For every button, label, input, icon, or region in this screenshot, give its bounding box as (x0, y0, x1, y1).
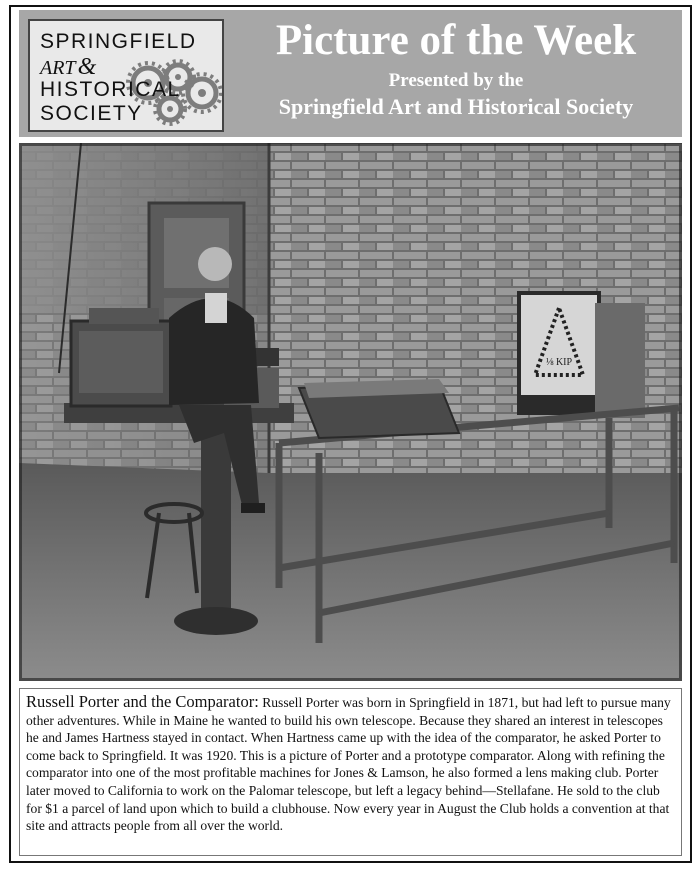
subtitle-line-2: Springfield Art and Historical Society (278, 94, 634, 119)
caption-body: Russell Porter was born in Springfield in 1871, but had left to pursue many other adventures. While in Maine he wanted to build his own telescope. Because they shared an interest in telescopes he and James Hartness stayed in contact. When Hartness came up with the idea of the comparator, he asked Porter to come back to Springfield. It was 1920. This is a picture of Porter and a prototype comparator. Along with refining the comparator into one of the most profitable machines for Jones & Lamson, he also formed a lens making club. Porter later moved to California to work on the Palomar telescope, but left a legacy behind—Stellafane. He sold to the club for $1 a parcel of land upon which to build a clubhouse. Now every year in August the Club holds a convention at that site and attracts people from all over the world. (26, 695, 671, 834)
logo-line-historical: HISTORICAL (40, 78, 181, 101)
subtitle-line-1: Presented by the (388, 70, 524, 91)
header-banner (19, 10, 682, 137)
photo-illustration (19, 143, 682, 681)
logo-art-word: ART (40, 57, 76, 79)
page-title: Picture of the Week (275, 17, 637, 64)
society-logo (28, 19, 224, 132)
sign-text: ⅛ KIP (545, 357, 573, 368)
caption-title: Russell Porter and the Comparator: (26, 692, 259, 711)
logo-line-society: SOCIETY (40, 102, 143, 125)
logo-line-art (40, 54, 96, 81)
logo-line-springfield: SPRINGFIELD (40, 30, 197, 53)
historic-photo (19, 143, 682, 681)
flyer-frame (9, 5, 692, 863)
photo-caption (19, 688, 682, 856)
logo-ampersand: & (77, 54, 97, 80)
